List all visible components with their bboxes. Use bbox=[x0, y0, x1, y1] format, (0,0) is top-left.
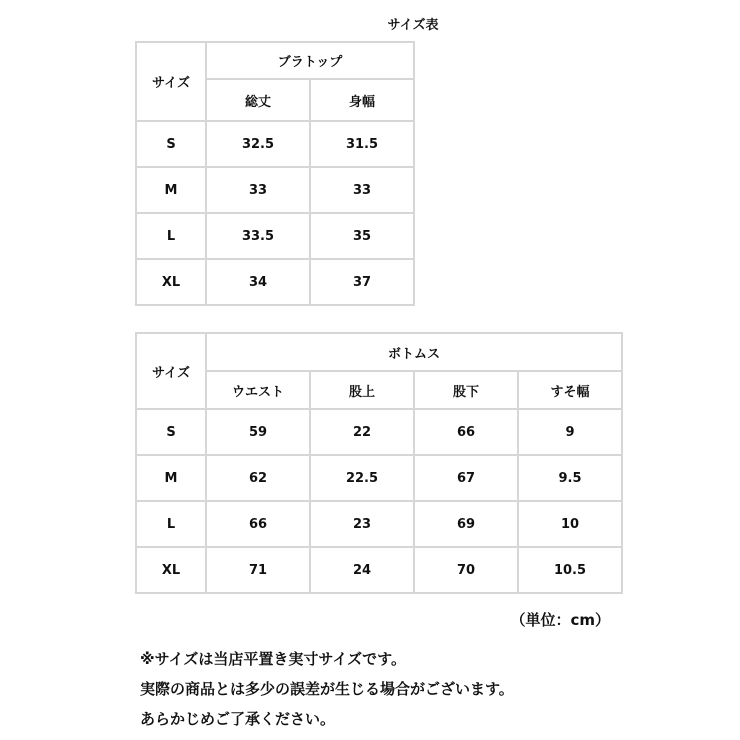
table-cell: 59 bbox=[206, 409, 310, 455]
table-cell: 62 bbox=[206, 455, 310, 501]
table-row bbox=[136, 409, 622, 455]
page-title: サイズ表 bbox=[387, 18, 439, 33]
table-cell: 66 bbox=[206, 501, 310, 547]
table-cell: 9.5 bbox=[518, 455, 622, 501]
column-header: ウエスト bbox=[206, 371, 310, 409]
table-cell: 33.5 bbox=[206, 213, 310, 259]
unit-note: （単位：cm） bbox=[510, 611, 610, 629]
note-line: 実際の商品とは多少の誤差が生じる場合がございます。 bbox=[140, 680, 514, 698]
table-row bbox=[136, 167, 414, 213]
column-header: すそ幅 bbox=[518, 371, 622, 409]
table-header-row bbox=[136, 42, 414, 79]
size-label: L bbox=[136, 501, 206, 547]
table-cell: 34 bbox=[206, 259, 310, 305]
size-label: XL bbox=[136, 547, 206, 593]
column-header: 総丈 bbox=[206, 79, 310, 121]
size-label: L bbox=[136, 213, 206, 259]
table-cell: 69 bbox=[414, 501, 518, 547]
table-cell: 71 bbox=[206, 547, 310, 593]
size-header: サイズ bbox=[136, 333, 206, 409]
table-cell: 22.5 bbox=[310, 455, 414, 501]
table-row bbox=[136, 501, 622, 547]
group-header: ボトムス bbox=[206, 333, 622, 371]
table-cell: 67 bbox=[414, 455, 518, 501]
size-label: M bbox=[136, 455, 206, 501]
size-label: S bbox=[136, 121, 206, 167]
table-cell: 23 bbox=[310, 501, 414, 547]
table-cell: 22 bbox=[310, 409, 414, 455]
table-row bbox=[136, 547, 622, 593]
table-cell: 33 bbox=[206, 167, 310, 213]
note-line: ※サイズは当店平置き実寸サイズです。 bbox=[140, 650, 406, 668]
table-row bbox=[136, 455, 622, 501]
table-row bbox=[136, 259, 414, 305]
table-cell: 10 bbox=[518, 501, 622, 547]
size-label: M bbox=[136, 167, 206, 213]
note-line: あらかじめご了承ください。 bbox=[140, 710, 336, 728]
table-cell: 37 bbox=[310, 259, 414, 305]
table-cell: 32.5 bbox=[206, 121, 310, 167]
table-cell: 35 bbox=[310, 213, 414, 259]
table-header-row bbox=[136, 371, 622, 409]
column-header: 股上 bbox=[310, 371, 414, 409]
table-cell: 66 bbox=[414, 409, 518, 455]
table-cell: 70 bbox=[414, 547, 518, 593]
bratop-size-table bbox=[135, 41, 415, 306]
column-header: 身幅 bbox=[310, 79, 414, 121]
table-cell: 31.5 bbox=[310, 121, 414, 167]
table-header-row bbox=[136, 333, 622, 371]
size-label: XL bbox=[136, 259, 206, 305]
table-cell: 33 bbox=[310, 167, 414, 213]
bottoms-size-table bbox=[135, 332, 623, 594]
table-row bbox=[136, 121, 414, 167]
notes bbox=[140, 644, 514, 734]
table-cell: 24 bbox=[310, 547, 414, 593]
table-cell: 9 bbox=[518, 409, 622, 455]
group-header: ブラトップ bbox=[206, 42, 414, 79]
size-header: サイズ bbox=[136, 42, 206, 121]
table-row bbox=[136, 213, 414, 259]
table-cell: 10.5 bbox=[518, 547, 622, 593]
size-label: S bbox=[136, 409, 206, 455]
column-header: 股下 bbox=[414, 371, 518, 409]
